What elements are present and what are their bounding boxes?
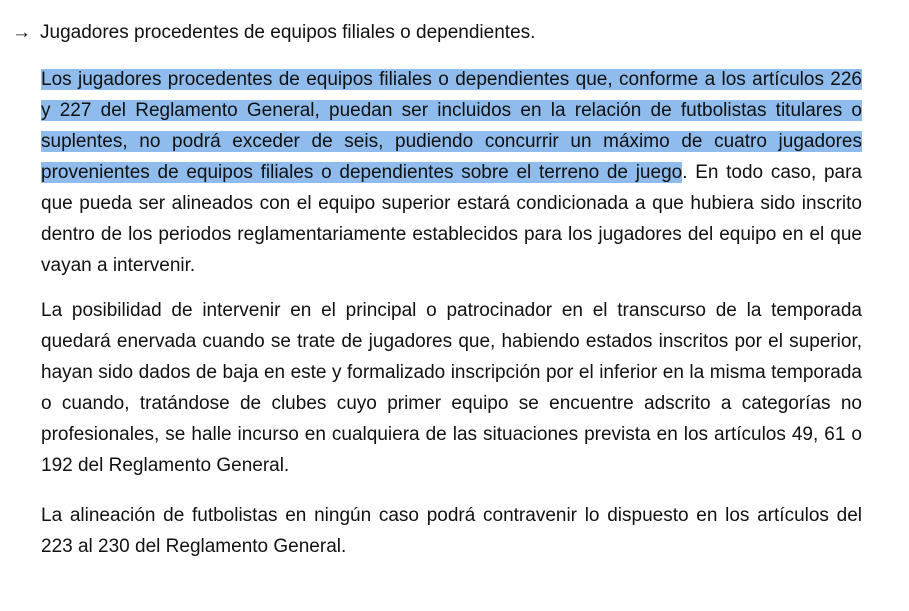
section-heading — [12, 20, 535, 46]
arrow-right-icon: → — [12, 22, 31, 43]
paragraph-1[interactable] — [41, 64, 862, 281]
paragraph-1-rest[interactable]: . En todo caso, para que pueda ser alineados con el equipo superior estará condicionada a que hubiera sido inscrito dentro de los periodos reglamentariamente establecidos para los jugadores del equipo en el que vayan a intervenir. — [41, 162, 862, 276]
paragraph-2[interactable]: La posibilidad de intervenir en el principal o patrocinador en el transcurso de la temporada quedará enervada cuando se trate de jugadores que, habiendo estados inscritos por el superior, hayan sido dados de baja en este y formalizado inscripción por el inferior en la misma temporada o cuando, tratándose de clubes cuyo primer equipo se encuentre adscrito a categorías no profesionales, se halle incurso en cualquiera de las situaciones prevista en los artículos 49, 61 o 192 del Reglamento General. — [41, 300, 862, 476]
highlighted-selection[interactable]: Los jugadores procedentes de equipos filiales o dependientes que, conforme a los artículos 226 y 227 del Reglamento General, puedan ser incluidos en la relación de futbolistas titulares o suplentes, no podrá exceder de seis, pudiendo concurrir un máximo de cuatro jugadores provenientes de equipos filiales o dependientes sobre el terreno de juego — [41, 69, 862, 183]
paragraph-3[interactable]: La alineación de futbolistas en ningún caso podrá contravenir lo dispuesto en los artículos del 223 al 230 del Reglamento General. — [41, 505, 862, 557]
section-heading-text[interactable]: Jugadores procedentes de equipos filiales o dependientes. — [40, 22, 536, 43]
